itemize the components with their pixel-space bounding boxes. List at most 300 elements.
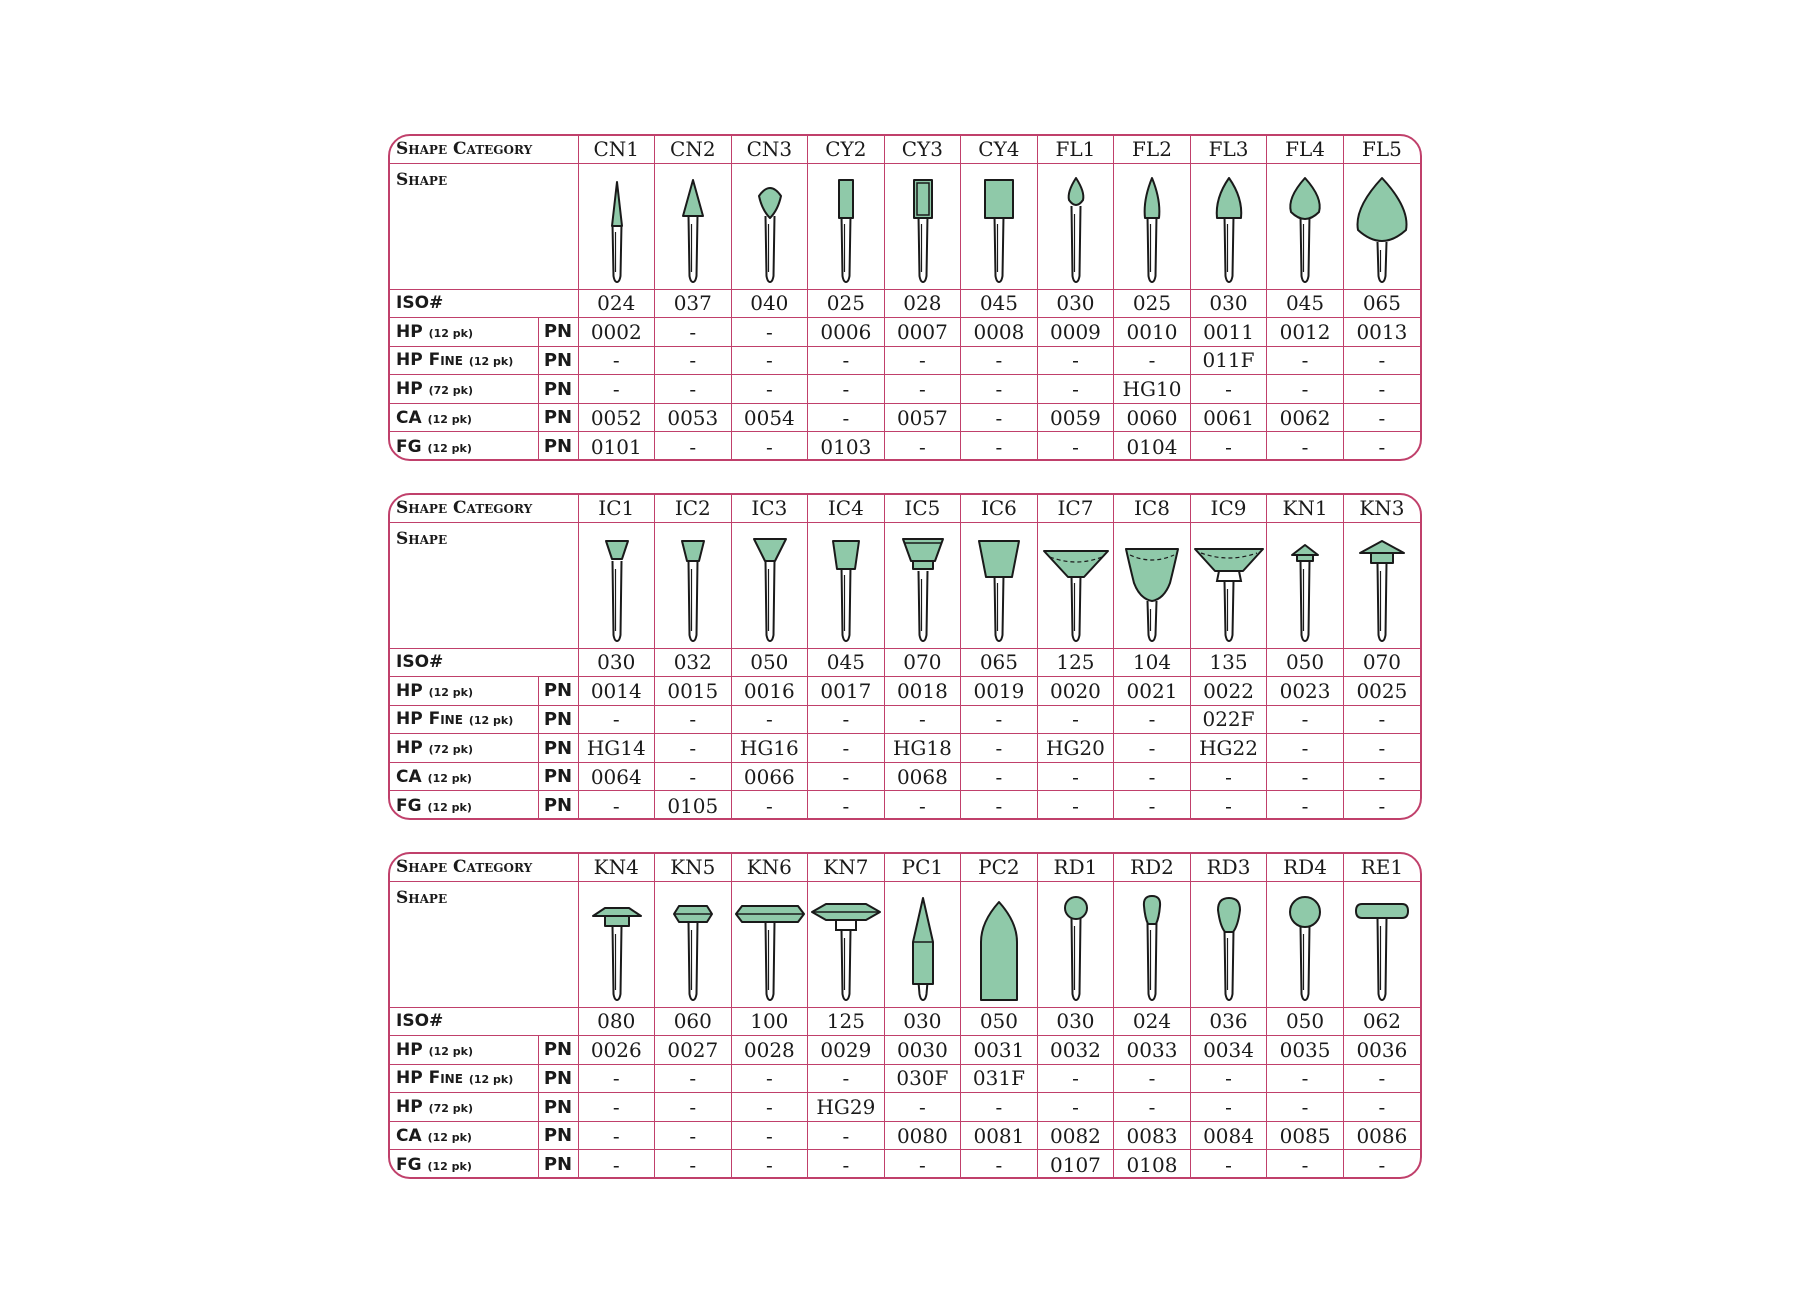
- part-number: 0015: [655, 677, 732, 706]
- part-number: 0082: [1037, 1121, 1114, 1150]
- part-number: 0036: [1343, 1036, 1420, 1065]
- row-label: [390, 734, 538, 763]
- shape-cell: [808, 522, 885, 648]
- row-label: [390, 677, 538, 706]
- part-number: -: [808, 375, 885, 404]
- shape-cell: [1190, 163, 1267, 289]
- iso-label: ISO#: [390, 648, 578, 677]
- part-number: -: [808, 705, 885, 734]
- part-number: -: [1114, 346, 1191, 375]
- part-number: -: [808, 734, 885, 763]
- iso-value: 037: [655, 289, 732, 318]
- shape-code: CN1: [578, 136, 655, 163]
- kn7-shape-icon: [808, 882, 884, 1006]
- ic2-shape-icon: [655, 523, 731, 647]
- part-number: -: [808, 403, 885, 432]
- shape-cell: [808, 881, 885, 1007]
- iso-value: 024: [578, 289, 655, 318]
- shape-cell: [731, 522, 808, 648]
- part-number: 0031: [961, 1036, 1038, 1065]
- row-label-main: HP: [396, 1039, 423, 1060]
- pn-label: PN: [538, 432, 578, 461]
- part-number: -: [1190, 791, 1267, 820]
- shape-code: KN4: [578, 854, 655, 881]
- shape-label: Shape: [390, 163, 578, 289]
- part-number: 0030: [884, 1036, 961, 1065]
- part-number: -: [884, 346, 961, 375]
- iso-value: 040: [731, 289, 808, 318]
- rd1-shape-icon: [1038, 882, 1114, 1006]
- pn-label: PN: [538, 734, 578, 763]
- ic6-shape-icon: [961, 523, 1037, 647]
- part-number: 011F: [1190, 346, 1267, 375]
- shape-cell: [1343, 522, 1420, 648]
- part-number: -: [1267, 346, 1344, 375]
- shape-table-3: [388, 852, 1422, 1179]
- iso-value: 100: [731, 1007, 808, 1036]
- shape-category-row: [390, 854, 1420, 881]
- row-label-main: HP: [396, 709, 423, 730]
- part-number: -: [961, 375, 1038, 404]
- row-label-fine: Fine: [428, 709, 463, 730]
- table: [390, 136, 1420, 461]
- shape-cell: [961, 163, 1038, 289]
- shape-code: FL2: [1114, 136, 1191, 163]
- part-number: 0029: [808, 1036, 885, 1065]
- part-number: -: [1343, 346, 1420, 375]
- row-label-pack: (12 pk): [468, 714, 514, 728]
- shape-code: CY3: [884, 136, 961, 163]
- iso-value: 070: [1343, 648, 1420, 677]
- row-label-main: HP: [396, 379, 423, 400]
- shape-code: KN6: [731, 854, 808, 881]
- part-number: -: [1037, 705, 1114, 734]
- iso-label: ISO#: [390, 289, 578, 318]
- part-number: -: [1267, 705, 1344, 734]
- part-number: -: [884, 791, 961, 820]
- iso-value: 025: [1114, 289, 1191, 318]
- part-number: 0086: [1343, 1121, 1420, 1150]
- iso-value: 070: [884, 648, 961, 677]
- row-label-main: FG: [396, 795, 422, 816]
- part-number: -: [961, 1150, 1038, 1179]
- part-number: -: [961, 432, 1038, 461]
- part-number-row: [390, 677, 1420, 706]
- row-label-main: CA: [396, 407, 422, 428]
- shape-code: RD1: [1037, 854, 1114, 881]
- row-label: [390, 346, 538, 375]
- part-number: 0008: [961, 318, 1038, 347]
- iso-value: 050: [961, 1007, 1038, 1036]
- shape-cell: [1114, 163, 1191, 289]
- part-number: 0009: [1037, 318, 1114, 347]
- part-number: -: [731, 1093, 808, 1122]
- part-number: -: [655, 346, 732, 375]
- part-number: -: [1037, 762, 1114, 791]
- part-number: -: [1037, 346, 1114, 375]
- part-number: 0108: [1114, 1150, 1191, 1179]
- shape-cell: [578, 522, 655, 648]
- part-number: -: [655, 1064, 732, 1093]
- part-number: -: [961, 705, 1038, 734]
- part-number: -: [1114, 762, 1191, 791]
- part-number: 0025: [1343, 677, 1420, 706]
- part-number: -: [655, 318, 732, 347]
- row-label-main: FG: [396, 436, 422, 457]
- shape-category-label: Shape Category: [390, 136, 578, 163]
- iso-row: [390, 289, 1420, 318]
- part-number: HG22: [1190, 734, 1267, 763]
- row-label-pack: (12 pk): [427, 441, 472, 455]
- part-number: HG29: [808, 1093, 885, 1122]
- iso-value: 024: [1114, 1007, 1191, 1036]
- pc2-shape-icon: [961, 882, 1037, 1006]
- shape-code: FL1: [1037, 136, 1114, 163]
- iso-value: 030: [1037, 1007, 1114, 1036]
- part-number: -: [808, 791, 885, 820]
- fl1-shape-icon: [1038, 164, 1114, 288]
- row-label: [390, 375, 538, 404]
- part-number: 0083: [1114, 1121, 1191, 1150]
- part-number: 0057: [884, 403, 961, 432]
- fl3-shape-icon: [1191, 164, 1267, 288]
- cy4-shape-icon: [961, 164, 1037, 288]
- part-number: -: [655, 734, 732, 763]
- part-number: 0081: [961, 1121, 1038, 1150]
- iso-row: [390, 648, 1420, 677]
- part-number: -: [961, 1093, 1038, 1122]
- part-number: -: [731, 791, 808, 820]
- part-number-row: [390, 1121, 1420, 1150]
- shape-code: IC5: [884, 495, 961, 522]
- part-number-row: [390, 375, 1420, 404]
- row-label-pack: (12 pk): [427, 1130, 472, 1144]
- part-number: 0011: [1190, 318, 1267, 347]
- shape-code: CN2: [655, 136, 732, 163]
- part-number: -: [1037, 432, 1114, 461]
- cn3-shape-icon: [732, 164, 808, 288]
- part-number-row: [390, 318, 1420, 347]
- shape-cell: [808, 163, 885, 289]
- shape-code: FL5: [1343, 136, 1420, 163]
- part-number: -: [731, 375, 808, 404]
- part-number: 0022: [1190, 677, 1267, 706]
- part-number: -: [655, 1093, 732, 1122]
- row-label: [390, 1150, 538, 1179]
- part-number: -: [1343, 791, 1420, 820]
- part-number: -: [1114, 734, 1191, 763]
- part-number: -: [1190, 1093, 1267, 1122]
- pn-label: PN: [538, 1150, 578, 1179]
- shape-cell: [1114, 522, 1191, 648]
- part-number: 0052: [578, 403, 655, 432]
- part-number: -: [1343, 375, 1420, 404]
- part-number: -: [1343, 762, 1420, 791]
- shape-category-label: Shape Category: [390, 495, 578, 522]
- shape-cell: [1037, 522, 1114, 648]
- row-label-pack: (12 pk): [428, 685, 473, 699]
- shape-cell: [1343, 163, 1420, 289]
- pn-label: PN: [538, 1036, 578, 1065]
- iso-value: 036: [1190, 1007, 1267, 1036]
- part-number: 0066: [731, 762, 808, 791]
- table: [390, 854, 1420, 1179]
- iso-value: 045: [808, 648, 885, 677]
- part-number: 0103: [808, 432, 885, 461]
- part-number: -: [1190, 432, 1267, 461]
- part-number: -: [731, 705, 808, 734]
- part-number: HG16: [731, 734, 808, 763]
- part-number: -: [1190, 375, 1267, 404]
- part-number: -: [1267, 1093, 1344, 1122]
- shape-code: RD2: [1114, 854, 1191, 881]
- part-number: 0006: [808, 318, 885, 347]
- row-label-fine: Fine: [428, 350, 463, 371]
- shape-code: RE1: [1343, 854, 1420, 881]
- part-number: -: [1267, 1150, 1344, 1179]
- shape-cell: [884, 163, 961, 289]
- part-number: -: [1267, 1064, 1344, 1093]
- shape-category-row: [390, 495, 1420, 522]
- row-label-main: HP: [396, 738, 423, 759]
- part-number: 0061: [1190, 403, 1267, 432]
- part-number: -: [655, 432, 732, 461]
- shape-code: PC1: [884, 854, 961, 881]
- shape-cell: [1190, 522, 1267, 648]
- part-number: 0059: [1037, 403, 1114, 432]
- row-label-main: HP: [396, 680, 423, 701]
- part-number: -: [655, 762, 732, 791]
- shape-row: [390, 522, 1420, 648]
- shape-cell: [731, 881, 808, 1007]
- row-label-main: HP: [396, 1068, 423, 1089]
- part-number: HG20: [1037, 734, 1114, 763]
- part-number: -: [731, 318, 808, 347]
- iso-value: 030: [1037, 289, 1114, 318]
- row-label: [390, 1121, 538, 1150]
- part-number: -: [1190, 1064, 1267, 1093]
- part-number: -: [884, 1150, 961, 1179]
- part-number: 0107: [1037, 1150, 1114, 1179]
- part-number: 0018: [884, 677, 961, 706]
- kn3-shape-icon: [1344, 523, 1420, 647]
- part-number: -: [578, 1121, 655, 1150]
- shape-cell: [961, 522, 1038, 648]
- row-label-pack: (12 pk): [427, 1159, 472, 1173]
- pn-label: PN: [538, 791, 578, 820]
- shape-code: IC8: [1114, 495, 1191, 522]
- part-number: 0002: [578, 318, 655, 347]
- ic1-shape-icon: [579, 523, 655, 647]
- part-number: -: [578, 791, 655, 820]
- iso-value: 030: [884, 1007, 961, 1036]
- part-number: -: [1343, 1093, 1420, 1122]
- part-number: 0035: [1267, 1036, 1344, 1065]
- part-number: -: [884, 1093, 961, 1122]
- row-label-pack: (12 pk): [468, 1073, 514, 1087]
- part-number: -: [731, 432, 808, 461]
- part-number: -: [1343, 403, 1420, 432]
- part-number: -: [1267, 375, 1344, 404]
- part-number: -: [578, 1064, 655, 1093]
- part-number: 0012: [1267, 318, 1344, 347]
- part-number: 0068: [884, 762, 961, 791]
- part-number: -: [578, 375, 655, 404]
- shape-cell: [884, 522, 961, 648]
- row-label: [390, 791, 538, 820]
- pn-label: PN: [538, 762, 578, 791]
- iso-value: 050: [731, 648, 808, 677]
- shape-cell: [578, 881, 655, 1007]
- part-number: -: [731, 1121, 808, 1150]
- pn-label: PN: [538, 318, 578, 347]
- shape-category-row: [390, 136, 1420, 163]
- part-number-row: [390, 734, 1420, 763]
- row-label-fine: Fine: [428, 1068, 463, 1089]
- cy2-shape-icon: [808, 164, 884, 288]
- shape-cell: [1343, 881, 1420, 1007]
- part-number: -: [1190, 762, 1267, 791]
- shape-code: IC4: [808, 495, 885, 522]
- part-number: 0062: [1267, 403, 1344, 432]
- part-number: -: [884, 375, 961, 404]
- iso-value: 135: [1190, 648, 1267, 677]
- pn-label: PN: [538, 375, 578, 404]
- part-number: 0053: [655, 403, 732, 432]
- part-number: 0010: [1114, 318, 1191, 347]
- ic9-shape-icon: [1191, 523, 1267, 647]
- part-number: -: [884, 705, 961, 734]
- part-number: 0020: [1037, 677, 1114, 706]
- part-number: 0084: [1190, 1121, 1267, 1150]
- iso-value: 065: [1343, 289, 1420, 318]
- part-number: -: [578, 1150, 655, 1179]
- part-number: -: [1190, 1150, 1267, 1179]
- part-number-row: [390, 705, 1420, 734]
- part-number: -: [1267, 734, 1344, 763]
- shape-code: IC9: [1190, 495, 1267, 522]
- kn5-shape-icon: [655, 882, 731, 1006]
- iso-value: 125: [808, 1007, 885, 1036]
- iso-value: 062: [1343, 1007, 1420, 1036]
- row-label-pack: (72 pk): [428, 384, 473, 398]
- part-number: -: [1343, 734, 1420, 763]
- part-number: 0101: [578, 432, 655, 461]
- cn2-shape-icon: [655, 164, 731, 288]
- iso-label: ISO#: [390, 1007, 578, 1036]
- iso-value: 030: [1190, 289, 1267, 318]
- iso-value: 028: [884, 289, 961, 318]
- iso-row: [390, 1007, 1420, 1036]
- part-number: -: [1114, 1093, 1191, 1122]
- part-number: 0028: [731, 1036, 808, 1065]
- pn-label: PN: [538, 1121, 578, 1150]
- shape-cell: [1267, 163, 1344, 289]
- part-number: -: [1343, 432, 1420, 461]
- kn6-shape-icon: [732, 882, 808, 1006]
- part-number-row: [390, 1064, 1420, 1093]
- part-number: 022F: [1190, 705, 1267, 734]
- ic4-shape-icon: [808, 523, 884, 647]
- part-number: 0014: [578, 677, 655, 706]
- part-number: 0060: [1114, 403, 1191, 432]
- part-number: 0032: [1037, 1036, 1114, 1065]
- shape-cell: [655, 163, 732, 289]
- part-number: HG10: [1114, 375, 1191, 404]
- part-number: 0054: [731, 403, 808, 432]
- part-number-row: [390, 1093, 1420, 1122]
- part-number-row: [390, 791, 1420, 820]
- row-label-pack: (72 pk): [428, 743, 473, 757]
- part-number-row: [390, 1150, 1420, 1179]
- part-number: -: [655, 1150, 732, 1179]
- shape-cell: [1037, 881, 1114, 1007]
- part-number: -: [1343, 1150, 1420, 1179]
- part-number: -: [808, 346, 885, 375]
- part-number: -: [578, 346, 655, 375]
- fl2-shape-icon: [1114, 164, 1190, 288]
- row-label: [390, 1064, 538, 1093]
- row-label-pack: (12 pk): [427, 800, 472, 814]
- part-number: -: [808, 1121, 885, 1150]
- row-label-pack: (12 pk): [428, 326, 473, 340]
- row-label-pack: (12 pk): [428, 1044, 473, 1058]
- row-label-pack: (72 pk): [428, 1102, 473, 1116]
- cy3-shape-icon: [885, 164, 961, 288]
- part-number: 0085: [1267, 1121, 1344, 1150]
- pn-label: PN: [538, 403, 578, 432]
- shape-table-1: [388, 134, 1422, 461]
- iso-value: 025: [808, 289, 885, 318]
- shape-row: [390, 881, 1420, 1007]
- shape-table-2: [388, 493, 1422, 820]
- shape-code: IC6: [961, 495, 1038, 522]
- fl5-shape-icon: [1344, 164, 1420, 288]
- row-label-main: CA: [396, 766, 422, 787]
- part-number: -: [961, 734, 1038, 763]
- shape-cell: [655, 881, 732, 1007]
- shape-cell: [1114, 881, 1191, 1007]
- pc1-shape-icon: [885, 882, 961, 1006]
- row-label-main: HP: [396, 350, 423, 371]
- part-number: -: [578, 705, 655, 734]
- iso-value: 050: [1267, 1007, 1344, 1036]
- row-label: [390, 762, 538, 791]
- iso-value: 032: [655, 648, 732, 677]
- ic7-shape-icon: [1038, 523, 1114, 647]
- part-number: -: [1267, 762, 1344, 791]
- part-number-row: [390, 403, 1420, 432]
- iso-value: 050: [1267, 648, 1344, 677]
- part-number: -: [961, 346, 1038, 375]
- part-number: -: [655, 1121, 732, 1150]
- part-number: -: [961, 762, 1038, 791]
- row-label-pack: (12 pk): [468, 355, 514, 369]
- part-number: 0013: [1343, 318, 1420, 347]
- part-number: 0017: [808, 677, 885, 706]
- ic8-shape-icon: [1114, 523, 1190, 647]
- part-number: -: [731, 1150, 808, 1179]
- shape-label: Shape: [390, 522, 578, 648]
- part-number: -: [1267, 432, 1344, 461]
- re1-shape-icon: [1344, 882, 1420, 1006]
- shape-category-label: Shape Category: [390, 854, 578, 881]
- part-number: -: [731, 1064, 808, 1093]
- part-number: -: [578, 1093, 655, 1122]
- part-number: 0064: [578, 762, 655, 791]
- shape-cell: [578, 163, 655, 289]
- shape-code: IC7: [1037, 495, 1114, 522]
